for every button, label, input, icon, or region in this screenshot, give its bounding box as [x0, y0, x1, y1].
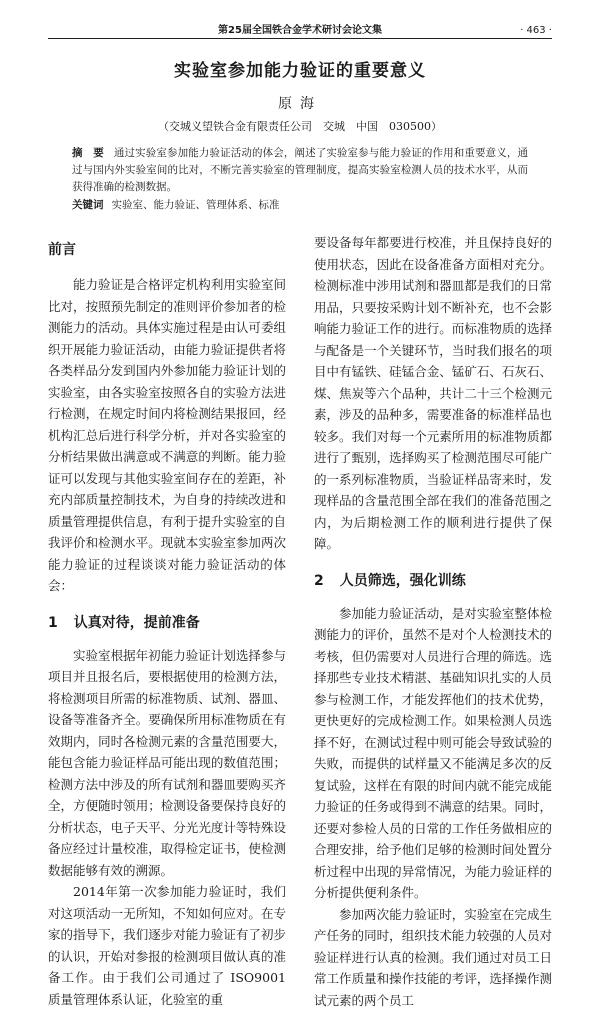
section-heading-1	[48, 613, 286, 633]
paragraph: 2014年第一次参加能力验证时，我们对这项活动一无所知，不知如何应对。在专家的指导下，我们逐步对能力验证有了初步的认识，开始对参报的检测项目做认真的准备工作。由于我们公司通过了 ISO9001 质量管理体系认证，化验室的重	[48, 884, 286, 1007]
keywords	[72, 197, 528, 214]
right-column	[314, 232, 552, 1011]
left-column	[48, 232, 286, 1011]
section-heading-intro: 前言	[48, 242, 76, 258]
section-heading-2	[314, 571, 552, 591]
running-header	[48, 24, 552, 39]
section-title: 人员筛选，强化训练	[339, 572, 466, 589]
author: 原海	[278, 96, 322, 112]
paragraph-continued: 要设备每年都要进行校准，并且保持良好的使用状态，因此在设备准备方面相对充分。检测标准中涉用试剂和器皿都是我们的日常用品，只要按采购计划不断补充，也不会影响能力验证工作的进行。而标准物质的选择与配备是一个关键环节，当时我们报名的项目中有锰铁、硅锰合金、锰矿石、石灰石、煤、焦炭等六个品种，共计二十三个检测元素，涉及的品种多，需要准备的标准样品也较多。我们对每一个元素所用的标准物质都进行了甄别，选择购买了检测范围尽可能广的一系列标准物质，当验证样品寄来时，发现样品的含量范围全部在我们的准备范围之内，为后期检测工作的顺利进行提供了保障。	[314, 235, 552, 551]
page-number: · 463 ·	[520, 25, 552, 36]
abstract-label: 摘 要	[72, 147, 104, 159]
paper-title: 实验室参加能力验证的重要意义	[174, 61, 426, 81]
paragraph: 参加两次能力验证时，实验室在完成生产任务的同时，组织技术能力较强的人员对验证样进行认真的检测。我们通过对员工日常工作质量和操作技能的考评，选择操作测试元素的两个员工	[314, 906, 552, 1008]
section-title: 认真对待，提前准备	[73, 614, 200, 631]
keywords-text: 实验室、能力验证、管理体系、标准	[111, 199, 280, 211]
paragraph: 能力验证是合格评定机构利用实验室间比对，按照预先制定的准则评价参加者的检测能力的活动。具体实施过程是由认可委组织开展能力验证活动，由能力验证提供者将各类样品分发到国内外参加能力验证计划的实验室，由各实验室按照各自的实验方法进行检测，在规定时间内将检测结果报回，经机构汇总后进行科学分析，并对各实验室的分析结果做出满意或不满意的判断。能力验证可以发现与其他实验室间存在的差距，补充内部质量控制技术，为自身的持续改进和质量管理提供信息，有利于提升实验室的自我评价和检测水平。现就本实验室参加两次能力验证的过程谈谈对能力验证活动的体会：	[48, 277, 286, 593]
paragraph: 实验室根据年初能力验证计划选择参与项目并且报名后，要根据使用的检测方法，将检测项目所需的标准物质、试剂、器皿、设备等准备齐全。要确保所用标准物质在有效期内，同时各检测元素的含量范围要大，能包含能力验证样品可能出现的数值范围；检测方法中涉及的所有试剂和器皿要购买齐全，方便随时领用；检测设备要保持良好的分析状态，电子天平、分光光度计等特殊设备应经过计量校准，取得检定证书，使检测数据能够有效的溯源。	[48, 647, 286, 878]
keywords-label: 关键词	[72, 199, 104, 211]
abstract-text: 通过实验室参加能力验证活动的体会，阐述了实验室参与能力验证的作用和重要意义，通过与国内外实验室间的比对，不断完善实验室的管理制度，提高实验室检测人员的技术水平，从而获得准确的检测数据。	[72, 147, 529, 193]
abstract	[72, 145, 528, 196]
paragraph: 参加能力验证活动，是对实验室整体检测能力的评价，虽然不是对个人检测技术的考核，但仍需要对人员进行合理的筛选。选择那些专业技术精湛、基础知识扎实的人员参与检测工作，才能发挥他们的技术优势，更快更好的完成检测工作。如果检测人员选择不好，在测试过程中则可能会导致试验的失败，而提供的试样量又不能满足多次的反复试验，这样在有限的时间内就不能完成能力验证的任务或得到不满意的结果。同时，还要对参检人员的日常的工作任务做相应的合理安排，给予他们足够的检测时间处置分析过程中出现的异常情况，为能力验证样的分析提供便利条件。	[314, 605, 552, 900]
journal-name: 第25届全国铁合金学术研讨会论文集	[218, 25, 382, 36]
section-number: 1	[48, 614, 58, 631]
affiliation: （交城义望铁合金有限责任公司 交城 中国 030500）	[158, 120, 442, 133]
section-number: 2	[314, 572, 324, 589]
two-column-body	[48, 232, 552, 1011]
